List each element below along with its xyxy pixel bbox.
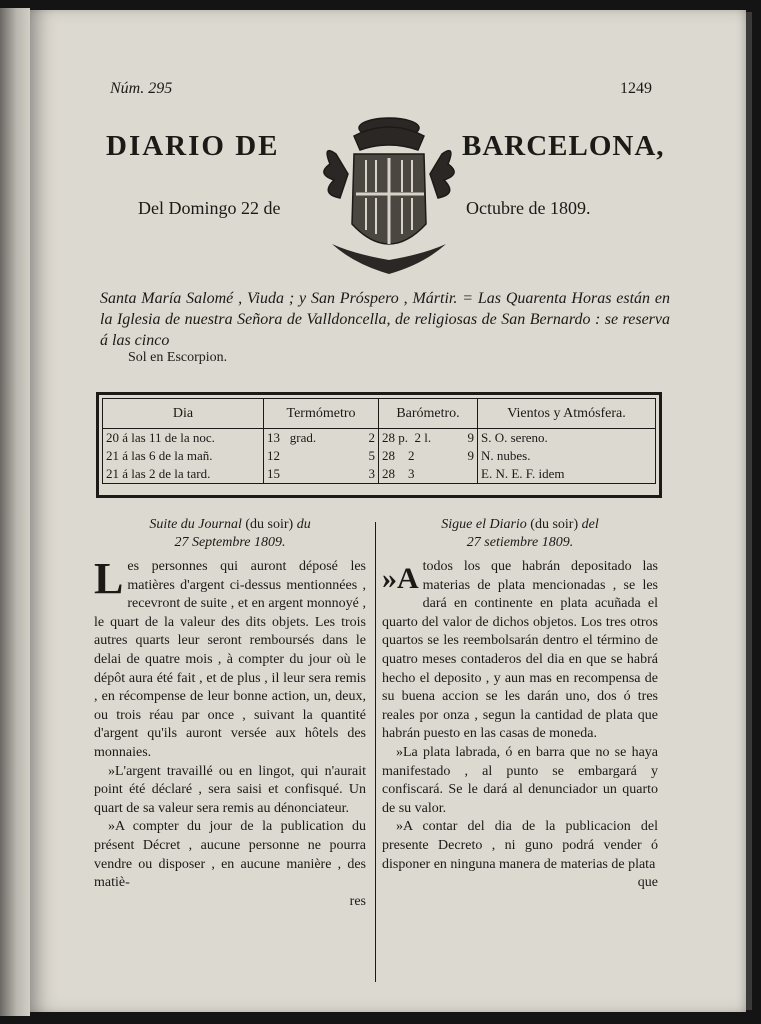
baro-lines: 3: [408, 466, 415, 481]
cell-dia: 21 á las 6 de la mañ.: [103, 447, 264, 465]
header-termometro: Termómetro: [264, 399, 379, 429]
heading-date: 27 Septembre 1809.: [174, 535, 286, 550]
french-paragraph: »A compter du jour de la publication du présent Décret , aucune personne ne pourra vendre ou disposer , en aucune manière , des matiè-: [94, 819, 366, 891]
heading-soir: (du soir): [530, 517, 579, 532]
saints-of-the-day: Santa María Salomé , Viuda ; y San Próspero , Mártir. = Las Quarenta Horas están en la Iglesia de nuestra Señora de Valldoncella, de religiosas de San Bernardo : se reserva á las cinco: [100, 290, 670, 349]
weather-row: [103, 465, 656, 484]
cell-barometro: [379, 465, 478, 484]
date-line-right: Octubre de 1809.: [466, 198, 591, 218]
heading-date: 27 setiembre 1809.: [466, 535, 574, 550]
cell-termometro: [264, 465, 379, 484]
heading-soir: (du soir): [245, 517, 294, 532]
facing-page-edge: [0, 8, 30, 1016]
baro-inches: 28: [382, 466, 395, 481]
baro-points: 9: [467, 430, 474, 445]
thermo-degrees: 13: [267, 430, 280, 445]
spanish-paragraph-text: todos los que habrán depositado las materias de plata mencionadas , se les dará en continente en plata acuñada el quarto del valor de dichos objetos. Los tres otros quartos se les reembolsarán dentro el término de quatro meses contaderos del dia en que se habrá hecho el deposito , y aun mas en recompensa de su buena accion se les darán uno, dos ó tres reales por onza , segun la cantidad de plata que habrán puesto en las casas de moneda.: [382, 559, 658, 742]
catchword: que: [637, 875, 658, 891]
page-number: 1249: [620, 80, 652, 97]
cell-barometro: [379, 447, 478, 465]
header-dia: Dia: [103, 399, 264, 429]
column-divider: [375, 522, 376, 982]
baro-inches: 28 p.: [382, 430, 408, 445]
french-paragraph-text: es personnes qui auront déposé les matières d'argent ci-dessus mentionnées , recevront de suite , et en argent monnoyé , le quart de la valeur des dits objets. Les trois autres quarts leur seront remboursés dans le delai de quatre mois , à compter du jour où le dépôt aura été fait , et de plus , il leur sera remis , en récompense de leur bonne action, un, deux, ou trois réau par once , suivant la quantité d'argent qu'ils auront versée aux hôtels des monnaies.: [94, 559, 366, 760]
spanish-column-heading: [382, 516, 658, 552]
header-barometro: Barómetro.: [379, 399, 478, 429]
spanish-paragraph: [382, 558, 658, 744]
date-line-left: Del Domingo 22 de: [138, 198, 281, 218]
cell-vientos: S. O. sereno.: [481, 430, 548, 445]
coat-of-arms-icon: [314, 114, 464, 278]
thermo-unit: grad.: [289, 430, 317, 445]
thermo-fraction: 3: [368, 466, 375, 481]
french-column-heading: [94, 516, 366, 552]
sun-sign: Sol en Escorpion.: [128, 350, 228, 365]
masthead-title-right: BARCELONA,: [462, 130, 665, 162]
cell-termometro: [264, 447, 379, 465]
heading-journal: Suite du Journal: [149, 517, 242, 532]
catchword: res: [349, 893, 366, 909]
issue-number: Núm. 295: [110, 80, 173, 97]
baro-points: 9: [467, 448, 474, 463]
header-vientos: Vientos y Atmósfera.: [478, 399, 656, 429]
baro-inches: 28: [382, 448, 395, 463]
page-right-edge: [746, 12, 752, 1010]
masthead-title-left: DIARIO DE: [106, 130, 280, 162]
weather-row: [103, 429, 656, 448]
french-column: [94, 516, 366, 911]
spanish-paragraph: »A contar del dia de la publicacion del presente Decreto , ni guno podrá vender ó disponer en ninguna manera de materias de plata: [382, 819, 658, 872]
cell-vientos: E. N. E. F. idem: [481, 466, 565, 481]
thermo-degrees: 15: [267, 466, 280, 481]
cell-dia: 20 á las 11 de la noc.: [103, 429, 264, 448]
heading-del: del: [581, 517, 599, 532]
weather-row: [103, 447, 656, 465]
weather-header-row: [103, 399, 656, 429]
drop-cap: »A: [382, 562, 419, 595]
french-paragraph: »L'argent travaillé ou en lingot, qui n'aurait point été déclaré , sera saisi et confisqué. Un quart de sa valeur sera remis au dénonciateur.: [94, 763, 366, 816]
thermo-fraction: 2: [368, 430, 375, 445]
french-paragraph: [94, 554, 366, 763]
spanish-paragraph: »La plata labrada, ó en barra que no se haya manifestado , al punto se embargará y confiscará. Se le dará al denunciador un quarto de su valor.: [382, 744, 658, 816]
cell-barometro: [379, 429, 478, 448]
baro-lines: 2: [408, 448, 415, 463]
cell-termometro: [264, 429, 379, 448]
cell-dia: 21 á las 2 de la tard.: [103, 465, 264, 484]
thermo-fraction: 5: [368, 448, 375, 463]
spanish-column: [382, 516, 658, 893]
baro-lines: 2 l.: [414, 430, 432, 445]
heading-diario: Sigue el Diario: [441, 517, 527, 532]
newspaper-page: [30, 10, 746, 1012]
weather-table: [96, 392, 662, 498]
thermo-degrees: 12: [267, 448, 280, 463]
heading-du: du: [296, 517, 311, 532]
cell-vientos: N. nubes.: [481, 448, 531, 463]
drop-cap: L: [94, 554, 124, 603]
